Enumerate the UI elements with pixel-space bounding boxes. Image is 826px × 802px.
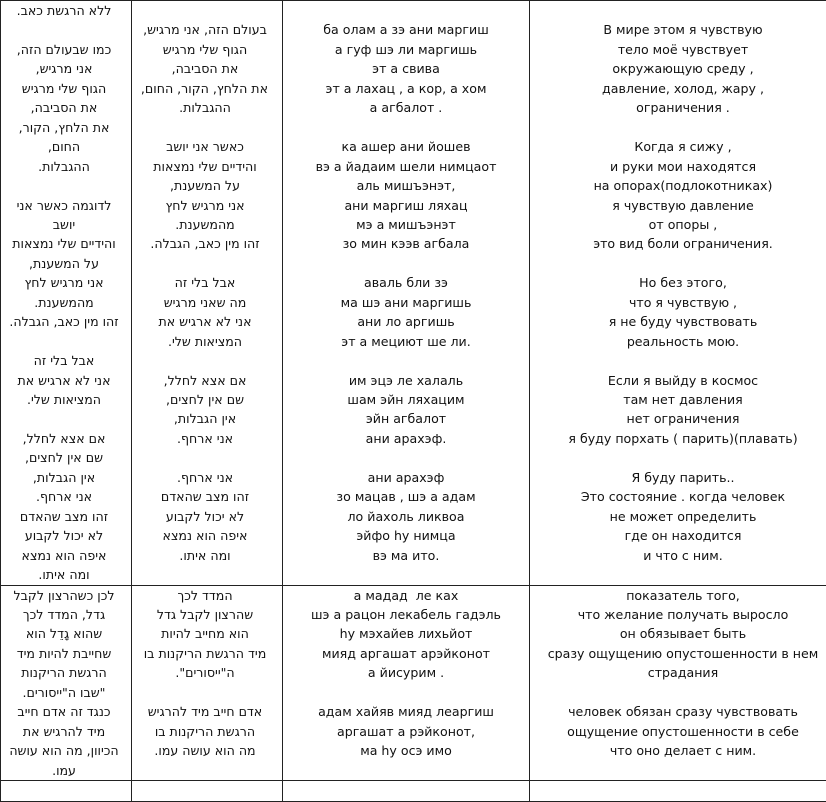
- text-line: нет ограничения: [533, 409, 826, 428]
- text-line: и что с ним.: [533, 546, 826, 565]
- text-line: ההגבלות.: [142, 98, 268, 117]
- text-line: איפה הוא נמצא: [142, 526, 268, 545]
- text-line: аваль бли зэ: [286, 273, 526, 292]
- text-line: את הסביבה,: [3, 98, 125, 117]
- text-line: hу мэхайев лихьйот: [286, 624, 526, 643]
- text-line: כאשר אני יושב: [142, 137, 268, 156]
- text-line: גדל, המדד לכך: [3, 605, 125, 624]
- text-line: כנגד זה אדם חייב: [3, 702, 125, 721]
- text-line: מהמשענת.: [3, 293, 125, 312]
- text-line: я не буду чувствовать: [533, 312, 826, 331]
- text-line: אם אצא לחלל,: [3, 429, 125, 448]
- text-line: אם אצא לחלל,: [142, 371, 268, 390]
- text-line: показатель того,: [533, 586, 826, 605]
- text-line: ומה איתו.: [142, 546, 268, 565]
- text-line: а агбалот .: [286, 98, 526, 117]
- text-line: החום,: [3, 137, 125, 156]
- text-line: [142, 254, 268, 273]
- text-line: эйн агбалот: [286, 409, 526, 428]
- text-line: ка ашер ани йошев: [286, 137, 526, 156]
- text-line: ло йахоль ликвоа: [286, 507, 526, 526]
- text-line: зо мин кээв агбала: [286, 234, 526, 253]
- text-line: מהמשענת.: [142, 215, 268, 234]
- text-line: אני ארחף.: [142, 429, 268, 448]
- text-line: я буду порхать ( парить)(плавать): [533, 429, 826, 448]
- text-line: זהו מצב שהאדם: [142, 487, 268, 506]
- text-line: [286, 1, 526, 20]
- text-line: את הסביבה,: [142, 59, 268, 78]
- text-line: אני לא ארגיש את: [142, 312, 268, 331]
- text-line: אין הגבלות,: [142, 409, 268, 428]
- text-line: а йисурим .: [286, 663, 526, 682]
- text-line: [533, 118, 826, 137]
- text-line: שחייבת להיות מיד: [3, 644, 125, 663]
- text-line: אני ארחף.: [3, 487, 125, 506]
- text-line: [286, 254, 526, 273]
- text-line: [286, 351, 526, 370]
- text-line: а мадад ле ках: [286, 586, 526, 605]
- transliteration-cell: [283, 1, 530, 586]
- text-line: אני מרגיש,: [3, 59, 125, 78]
- text-line: он обязывает быть: [533, 624, 826, 643]
- text-line: מיד הרגשת הריקנות בו: [142, 644, 268, 663]
- text-line: מה שאני מרגיש: [142, 293, 268, 312]
- text-line: Если я выйду в космос: [533, 371, 826, 390]
- text-line: давление, холод, жару ,: [533, 79, 826, 98]
- text-line: зо мацав , шэ а адам: [286, 487, 526, 506]
- text-line: עמו.: [3, 761, 125, 780]
- text-line: ма hу осэ имо: [286, 741, 526, 760]
- text-line: הגוף שלי מרגיש: [142, 40, 268, 59]
- text-line: על המשענת,: [3, 254, 125, 273]
- text-line: מיד להרגיש את: [3, 722, 125, 741]
- text-line: [3, 409, 125, 428]
- table-row: [1, 1, 826, 586]
- text-line: איפה הוא נמצא: [3, 546, 125, 565]
- russian-translation-cell: [530, 1, 826, 586]
- text-line: [142, 1, 268, 20]
- text-line: [142, 683, 268, 702]
- text-line: אין הגבלות,: [3, 468, 125, 487]
- text-line: זהו מין כאב, הגבלה.: [3, 312, 125, 331]
- text-line: לא יכול לקבוע: [142, 507, 268, 526]
- text-line: я чувствую давление: [533, 196, 826, 215]
- empty-cell: [283, 781, 530, 802]
- text-line: шам эйн ляхацим: [286, 390, 526, 409]
- text-line: אבל בלי זה: [142, 273, 268, 292]
- text-line: аль мишъэнэт,: [286, 176, 526, 195]
- text-line: В мире этом я чувствую: [533, 20, 826, 39]
- text-line: от опоры ,: [533, 215, 826, 234]
- text-line: не может определить: [533, 507, 826, 526]
- text-line: [286, 683, 526, 702]
- text-line: זהו מצב שהאדם: [3, 507, 125, 526]
- text-line: יושב: [3, 215, 125, 234]
- text-line: ההגבלות.: [3, 157, 125, 176]
- text-line: ללא הרגשת כאב.: [3, 1, 125, 20]
- text-line: Но без этого,: [533, 273, 826, 292]
- text-line: вэ ма ито.: [286, 546, 526, 565]
- text-line: והידיים שלי נמצאות: [142, 157, 268, 176]
- text-line: ани арахэф: [286, 468, 526, 487]
- text-line: בעולם הזה, אני מרגיש,: [142, 20, 268, 39]
- text-line: реальность мою.: [533, 332, 826, 351]
- text-line: это вид боли ограничения.: [533, 234, 826, 253]
- text-line: там нет давления: [533, 390, 826, 409]
- text-line: [533, 1, 826, 20]
- text-line: אדם חייב מיד להרגיש: [142, 702, 268, 721]
- text-line: мэ а мишъэнэт: [286, 215, 526, 234]
- text-line: [142, 118, 268, 137]
- transliteration-cell: [283, 585, 530, 781]
- text-line: где он находится: [533, 526, 826, 545]
- empty-cell: [1, 781, 132, 802]
- text-line: המדד לכך: [142, 586, 268, 605]
- text-line: [3, 20, 125, 39]
- text-line: [533, 254, 826, 273]
- text-line: הרגשת הריקנות: [3, 663, 125, 682]
- text-line: шэ а рацон лекабель гадэль: [286, 605, 526, 624]
- text-line: הכיוון, מה הוא עושה: [3, 741, 125, 760]
- text-line: ומה איתו.: [3, 565, 125, 584]
- text-line: אני מרגיש לחץ: [142, 196, 268, 215]
- text-line: сразу ощущению опустошенности в нем: [533, 644, 826, 663]
- text-line: ה"ייסורים".: [142, 663, 268, 682]
- text-line: ани ло аргишь: [286, 312, 526, 331]
- text-line: [3, 332, 125, 351]
- text-line: [3, 176, 125, 195]
- text-line: לכן כשהרצון לקבל: [3, 586, 125, 605]
- text-line: вэ а йадаим шели нимцаот: [286, 157, 526, 176]
- text-line: שהרצון לקבל גדל: [142, 605, 268, 624]
- text-line: окружающую среду ,: [533, 59, 826, 78]
- text-line: Я буду парить..: [533, 468, 826, 487]
- text-line: ма шэ ани маргишь: [286, 293, 526, 312]
- text-line: אני ארחף.: [142, 468, 268, 487]
- text-line: что оно делает с ним.: [533, 741, 826, 760]
- hebrew-edited-cell: [132, 585, 283, 781]
- text-line: ощущение опустошенности в себе: [533, 722, 826, 741]
- table-row: [1, 585, 826, 781]
- russian-translation-cell: [530, 585, 826, 781]
- hebrew-original-cell: [1, 1, 132, 586]
- text-line: на опорах(подлокотниках): [533, 176, 826, 195]
- text-line: הגוף שלי מרגיש: [3, 79, 125, 98]
- text-line: שם אין לחצים,: [3, 448, 125, 467]
- text-line: אני מרגיש לחץ: [3, 273, 125, 292]
- text-line: הרגשת הריקנות בו: [142, 722, 268, 741]
- text-line: כמו שבעולם הזה,: [3, 40, 125, 59]
- text-line: аргашат а рэйконот,: [286, 722, 526, 741]
- text-line: [142, 351, 268, 370]
- text-line: לא יכול לקבוע: [3, 526, 125, 545]
- text-line: эт а свива: [286, 59, 526, 78]
- hebrew-original-cell: [1, 585, 132, 781]
- text-line: эт а мециют ше ли.: [286, 332, 526, 351]
- text-line: [142, 448, 268, 467]
- empty-cell: [530, 781, 826, 802]
- text-line: мияд аргашат арэйконот: [286, 644, 526, 663]
- text-line: מה הוא עושה עמו.: [142, 741, 268, 760]
- text-line: адам хайяв мияд леаргиш: [286, 702, 526, 721]
- text-line: страдания: [533, 663, 826, 682]
- text-line: אבל בלי זה: [3, 351, 125, 370]
- text-line: [533, 683, 826, 702]
- table-row-partial: [1, 781, 826, 802]
- text-line: Это состояние . когда человек: [533, 487, 826, 506]
- text-line: שהוא גָדֵל הוא: [3, 624, 125, 643]
- text-line: человек обязан сразу чувствовать: [533, 702, 826, 721]
- text-line: ограничения .: [533, 98, 826, 117]
- text-line: על המשענת,: [142, 176, 268, 195]
- empty-cell: [132, 781, 283, 802]
- hebrew-edited-cell: [132, 1, 283, 586]
- text-line: что желание получать выросло: [533, 605, 826, 624]
- text-line: המציאות שלי.: [142, 332, 268, 351]
- text-line: [533, 351, 826, 370]
- text-line: ани маргиш ляхац: [286, 196, 526, 215]
- text-line: הוא מחייב להיות: [142, 624, 268, 643]
- text-line: что я чувствую ,: [533, 293, 826, 312]
- text-line: ани арахэф.: [286, 429, 526, 448]
- text-line: שם אין לחצים,: [142, 390, 268, 409]
- text-line: а гуф шэ ли маргишь: [286, 40, 526, 59]
- text-line: את הלחץ, הקור, החום,: [142, 79, 268, 98]
- text-line: тело моё чувствует: [533, 40, 826, 59]
- text-line: Когда я сижу ,: [533, 137, 826, 156]
- text-line: המציאות שלי.: [3, 390, 125, 409]
- text-line: ба олам а зэ ани маргиш: [286, 20, 526, 39]
- text-line: "שבו ה"ייסורים.: [3, 683, 125, 702]
- text-line: [286, 448, 526, 467]
- text-line: זהו מין כאב, הגבלה.: [142, 234, 268, 253]
- text-line: и руки мои находятся: [533, 157, 826, 176]
- text-line: эйфо hу нимца: [286, 526, 526, 545]
- text-line: эт а лахац , а кор, а хом: [286, 79, 526, 98]
- text-line: [286, 118, 526, 137]
- text-line: אני לא ארגיש את: [3, 371, 125, 390]
- text-line: לדוגמה כאשר אני: [3, 196, 125, 215]
- text-line: [533, 448, 826, 467]
- text-line: им эцэ ле халаль: [286, 371, 526, 390]
- text-line: והידיים שלי נמצאות: [3, 234, 125, 253]
- text-line: את הלחץ, הקור,: [3, 118, 125, 137]
